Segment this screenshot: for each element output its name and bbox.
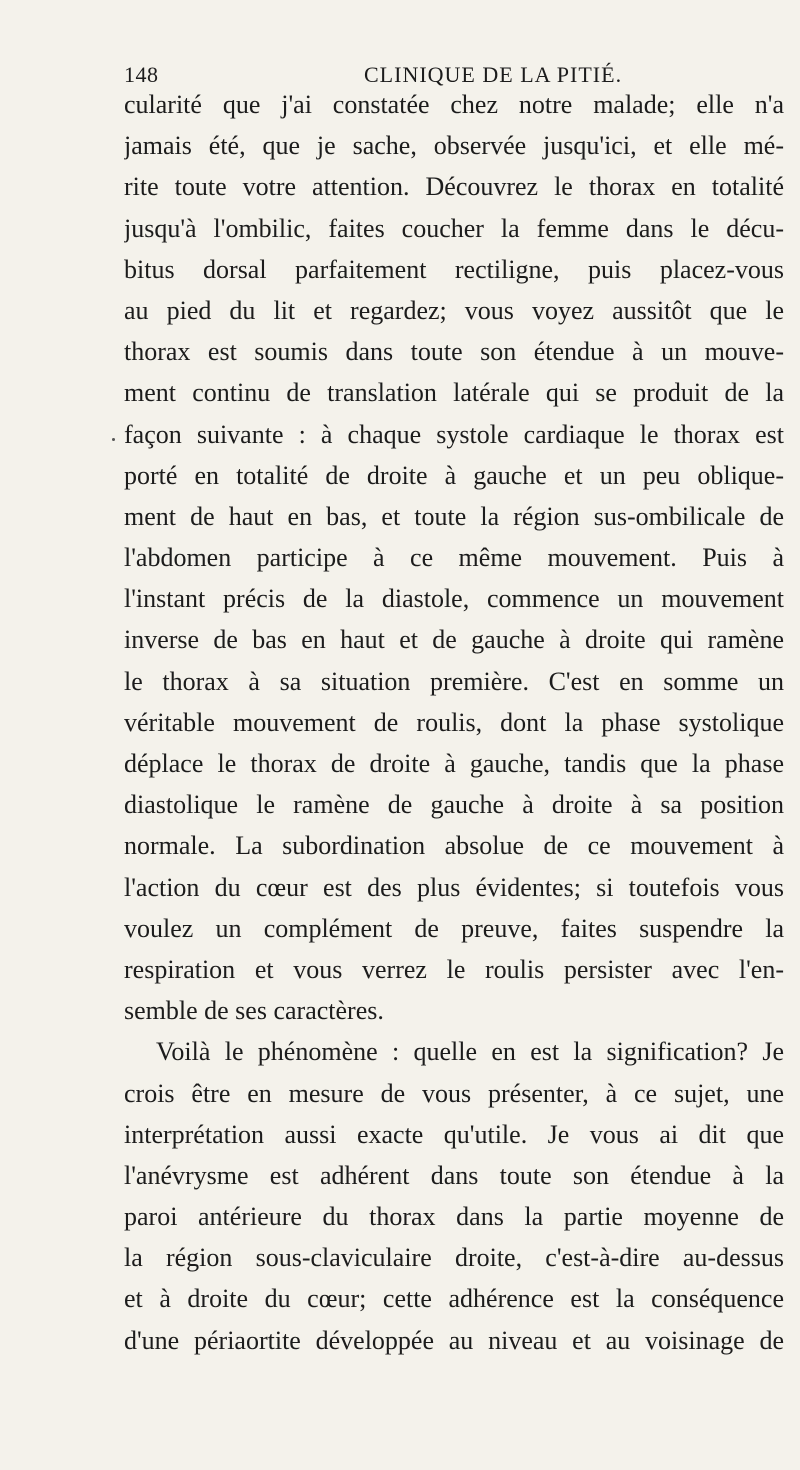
text-line: voulez un complément de preuve, faites suspendre la bbox=[124, 913, 784, 943]
body-text bbox=[124, 84, 784, 1361]
text-line: rite toute votre attention. Découvrez le thorax en totalité bbox=[124, 172, 784, 202]
text-line: jamais été, que je sache, observée jusqu'ici, et elle mé- bbox=[124, 131, 784, 161]
text-line: interprétation aussi exacte qu'utile. Je vous ai dit que bbox=[124, 1119, 784, 1149]
text-line: diastolique le ramène de gauche à droite à sa position bbox=[124, 790, 784, 820]
text-line: l'action du cœur est des plus évidentes; si toutefois vous bbox=[124, 872, 784, 902]
margin-speck bbox=[112, 438, 115, 441]
text-line: le thorax à sa situation première. C'est en somme un bbox=[124, 666, 784, 696]
text-line: d'une périaortite développée au niveau et au voisinage de bbox=[124, 1325, 784, 1355]
running-title: CLINIQUE DE LA PITIÉ. bbox=[364, 62, 623, 87]
paragraph-end-line: semble de ses caractères. bbox=[124, 996, 384, 1026]
text-line: la région sous-claviculaire droite, c'est-à-dire au-dessus bbox=[124, 1243, 784, 1273]
paragraph-start-line: Voilà le phénomène : quelle en est la signification? Je bbox=[156, 1037, 784, 1067]
page-number: 148 bbox=[124, 62, 159, 87]
text-line: véritable mouvement de roulis, dont la phase systolique bbox=[124, 707, 784, 737]
text-line: au pied du lit et regardez; vous voyez aussitôt que le bbox=[124, 295, 784, 325]
text-line: bitus dorsal parfaitement rectiligne, puis placez-vous bbox=[124, 254, 784, 284]
text-line: l'instant précis de la diastole, commence un mouvement bbox=[124, 584, 784, 614]
text-line: ment de haut en bas, et toute la région sus-ombilicale de bbox=[124, 501, 784, 531]
text-line: crois être en mesure de vous présenter, à ce sujet, une bbox=[124, 1078, 784, 1108]
text-line: porté en totalité de droite à gauche et un peu oblique- bbox=[124, 460, 784, 490]
text-line: l'abdomen participe à ce même mouvement. Puis à bbox=[124, 543, 784, 573]
text-line: et à droite du cœur; cette adhérence est la conséquence bbox=[124, 1284, 784, 1314]
text-line: l'anévrysme est adhérent dans toute son étendue à la bbox=[124, 1160, 784, 1190]
text-line: paroi antérieure du thorax dans la partie moyenne de bbox=[124, 1202, 784, 1232]
text-line: jusqu'à l'ombilic, faites coucher la femme dans le décu- bbox=[124, 213, 784, 243]
text-line: inverse de bas en haut et de gauche à droite qui ramène bbox=[124, 625, 784, 655]
text-line: façon suivante : à chaque systole cardiaque le thorax est bbox=[124, 419, 784, 449]
text-line: déplace le thorax de droite à gauche, tandis que la phase bbox=[124, 749, 784, 778]
text-line: normale. La subordination absolue de ce mouvement à bbox=[124, 831, 784, 861]
text-line: cularité que j'ai constatée chez notre malade; elle n'a bbox=[124, 90, 784, 119]
text-line: ment continu de translation latérale qui se produit de la bbox=[124, 378, 784, 408]
text-line: thorax est soumis dans toute son étendue à un mouve- bbox=[124, 337, 784, 367]
text-line: respiration et vous verrez le roulis persister avec l'en- bbox=[124, 954, 784, 984]
